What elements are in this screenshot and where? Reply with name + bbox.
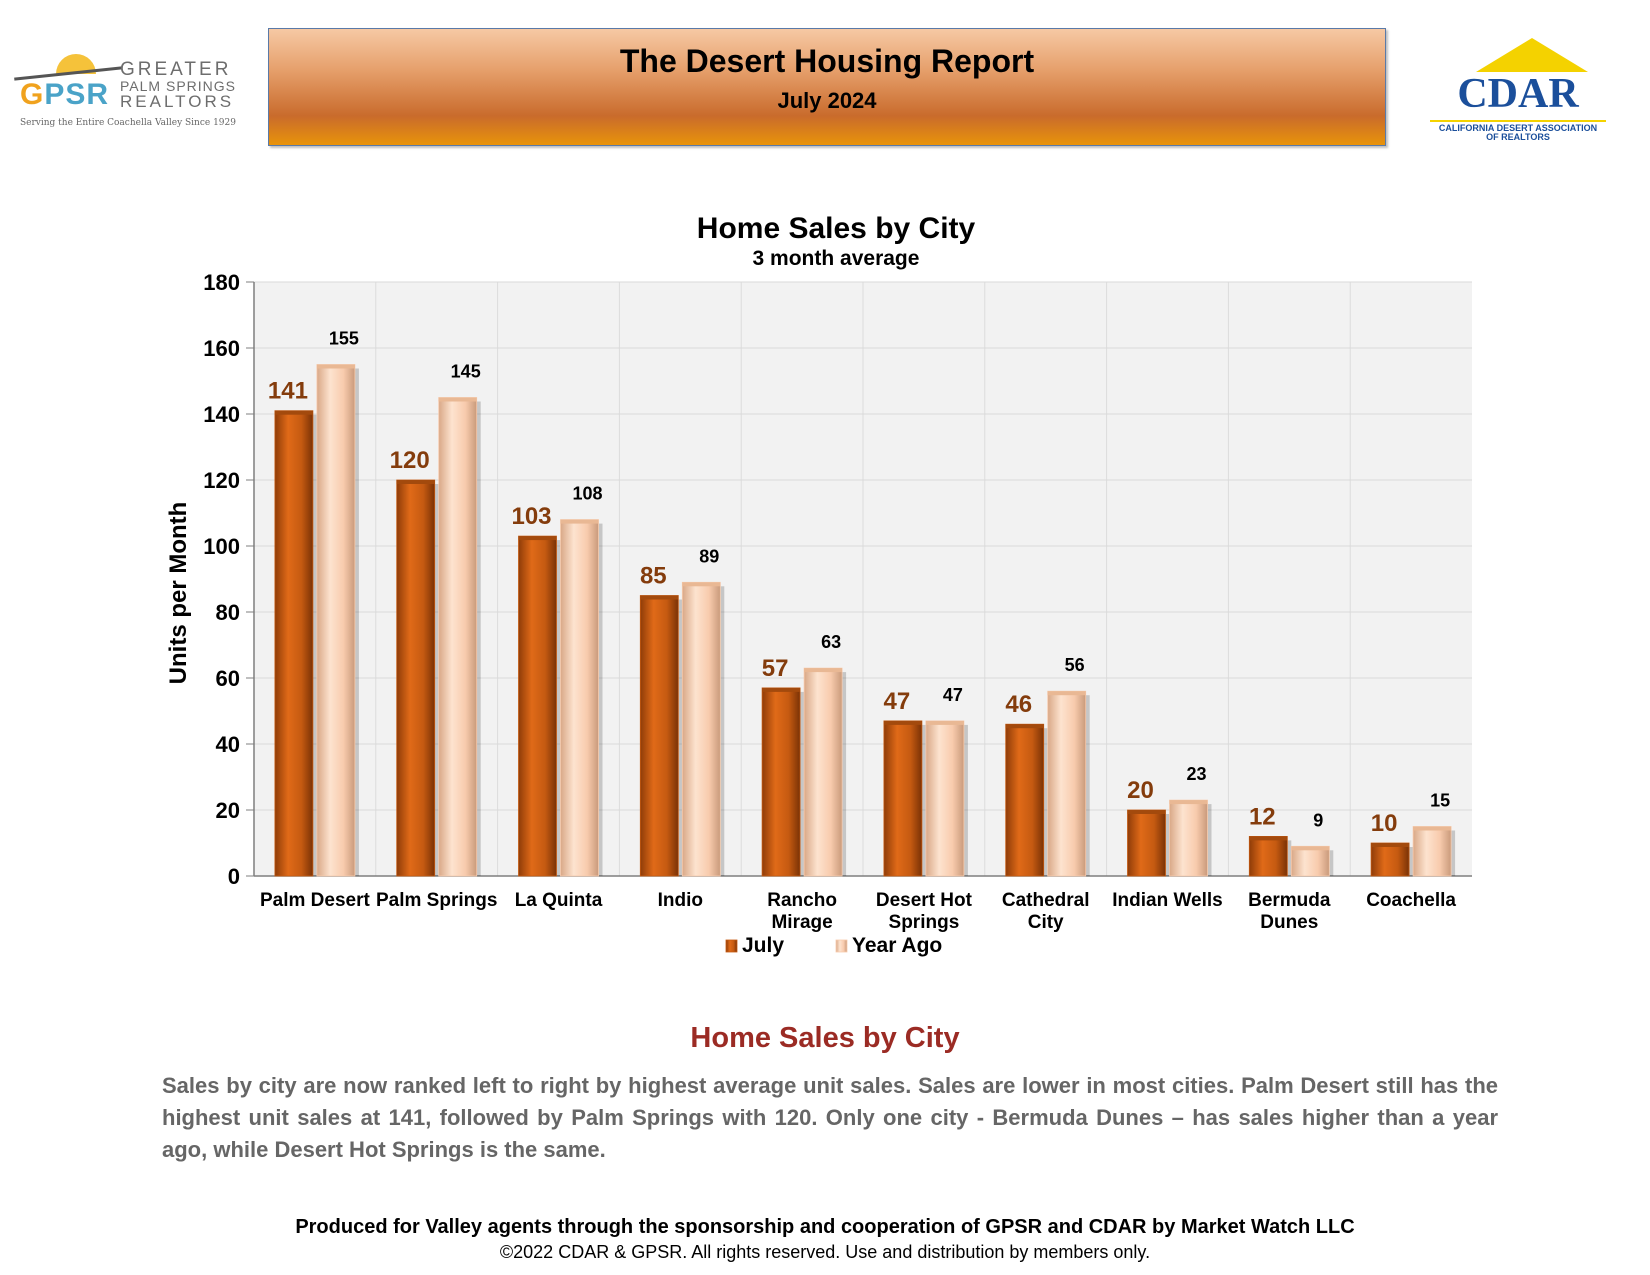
y-tick-label: 100 <box>203 534 240 559</box>
x-category-label: Cathedral <box>1001 890 1090 911</box>
data-label-year-ago: 145 <box>450 361 481 382</box>
summary-paragraph: Sales by city are now ranked left to right by highest average unit sales. Sales are lower in most cities. Palm Desert still has the highest unit sales at 141, followed by Palm Springs with 120. Only one city - Bermuda Dunes – has sales higher than a year ago, while Desert Hot Springs is the same. <box>162 1073 1498 1162</box>
bar-july <box>1249 836 1287 876</box>
bar-cap <box>1249 836 1287 840</box>
legend-swatch-year-ago <box>836 940 847 952</box>
x-category-label: Palm Desert <box>259 890 370 911</box>
data-label-july: 20 <box>1127 777 1154 804</box>
x-category-label: Mirage <box>771 912 833 933</box>
data-label-year-ago: 9 <box>1313 810 1324 831</box>
bar-july <box>1371 843 1409 876</box>
bar-year-ago <box>682 582 720 876</box>
data-label-year-ago: 47 <box>942 684 963 705</box>
legend-label-year-ago: Year Ago <box>852 934 943 957</box>
footer-copyright: ©2022 CDAR & GPSR. All rights reserved. Use and distribution by members only. <box>499 1242 1151 1262</box>
y-tick-label: 0 <box>227 864 240 889</box>
x-category-label: Indian Wells <box>1112 890 1223 911</box>
bar-year-ago <box>561 520 599 876</box>
data-label-july: 47 <box>883 687 911 715</box>
y-tick-label: 160 <box>203 336 240 361</box>
bar-cap <box>1128 810 1166 814</box>
report-title: The Desert Housing Report <box>619 43 1035 79</box>
y-tick-label: 60 <box>215 666 240 691</box>
data-label-july: 85 <box>639 562 667 590</box>
bar-cap <box>884 721 922 725</box>
legend-label-july: July <box>742 934 785 957</box>
bar-cap <box>804 668 842 672</box>
y-tick-label: 40 <box>215 732 240 757</box>
gpsr-logo-words: GREATER PALM SPRINGS REALTORS <box>120 59 236 111</box>
bar-cap <box>561 520 599 524</box>
x-category-label: Indio <box>657 890 703 911</box>
chart-title: Home Sales by City <box>696 212 976 245</box>
bar-year-ago <box>1048 691 1086 876</box>
chart-plot-area <box>165 270 1472 957</box>
bar-year-ago <box>439 398 477 877</box>
data-label-july: 120 <box>389 447 430 474</box>
data-label-year-ago: 89 <box>699 546 720 567</box>
bar-july <box>1128 810 1166 876</box>
x-category-label: Bermuda <box>1248 890 1331 911</box>
bar-cap <box>1291 846 1329 850</box>
cdar-tagline: CALIFORNIA DESERT ASSOCIATION OF REALTORS <box>1438 123 1598 143</box>
legend-swatch-july <box>726 940 737 952</box>
data-label-year-ago: 108 <box>572 483 603 504</box>
bar-year-ago <box>926 721 964 876</box>
bar-cap <box>439 398 477 402</box>
data-label-year-ago: 15 <box>1430 790 1451 811</box>
x-category-label: Desert Hot <box>875 890 972 911</box>
data-label-july: 12 <box>1248 803 1276 831</box>
bar-cap <box>1006 724 1044 728</box>
data-label-july: 10 <box>1370 810 1398 837</box>
x-category-label: Palm Springs <box>375 890 498 911</box>
bar-cap <box>1170 800 1208 804</box>
bar-cap <box>1371 843 1409 847</box>
x-category-label: La Quinta <box>514 890 603 911</box>
bar-year-ago <box>804 668 842 876</box>
bar-year-ago <box>1413 827 1451 877</box>
section-heading: Home Sales by City <box>690 1022 960 1054</box>
bar-cap <box>1413 827 1451 831</box>
data-label-year-ago: 23 <box>1186 764 1207 785</box>
report-date: July 2024 <box>777 88 877 113</box>
y-axis-label: Units per Month <box>165 501 192 685</box>
x-category-label: Rancho <box>767 890 837 911</box>
bar-cap <box>762 688 800 692</box>
bar-july <box>519 536 557 876</box>
bar-year-ago <box>317 365 355 877</box>
data-label-july: 57 <box>761 654 789 682</box>
chart-subtitle: 3 month average <box>752 247 920 270</box>
bar-cap <box>682 582 720 586</box>
bar-cap <box>926 721 964 725</box>
data-label-july: 46 <box>1005 691 1033 719</box>
cdar-logo-mark: CDAR <box>1457 71 1579 117</box>
bar-cap <box>317 365 355 369</box>
y-tick-label: 140 <box>203 402 240 427</box>
gpsr-tagline: Serving the Entire Coachella Valley Since 1929 <box>20 118 236 128</box>
x-category-label: Dunes <box>1260 912 1319 933</box>
bar-july <box>884 721 922 876</box>
y-tick-label: 180 <box>203 270 240 295</box>
bar-july <box>640 596 678 877</box>
gpsr-logo-mark: GPSR <box>20 78 110 111</box>
y-tick-label: 120 <box>203 468 240 493</box>
data-label-july: 103 <box>511 503 552 531</box>
data-label-year-ago: 56 <box>1064 655 1085 676</box>
bar-cap <box>519 536 557 540</box>
bar-year-ago <box>1170 800 1208 876</box>
y-tick-label: 20 <box>215 798 240 823</box>
bar-july <box>275 411 313 876</box>
bar-cap <box>640 596 678 600</box>
data-label-year-ago: 63 <box>821 632 842 653</box>
x-category-label: City <box>1027 912 1064 933</box>
bar-cap <box>275 411 313 415</box>
data-label-july: 141 <box>267 377 308 405</box>
x-category-label: Springs <box>888 912 960 933</box>
bar-year-ago <box>1291 846 1329 876</box>
bar-cap <box>397 480 435 484</box>
bar-july <box>397 480 435 876</box>
bar-july <box>762 688 800 876</box>
x-category-label: Coachella <box>1366 890 1456 911</box>
footer-credit: Produced for Valley agents through the sponsorship and cooperation of GPSR and CDAR by Market Watch LLC <box>295 1216 1355 1238</box>
bar-cap <box>1048 691 1086 695</box>
data-label-year-ago: 155 <box>328 328 359 349</box>
y-tick-label: 80 <box>215 600 240 625</box>
bar-july <box>1006 724 1044 876</box>
